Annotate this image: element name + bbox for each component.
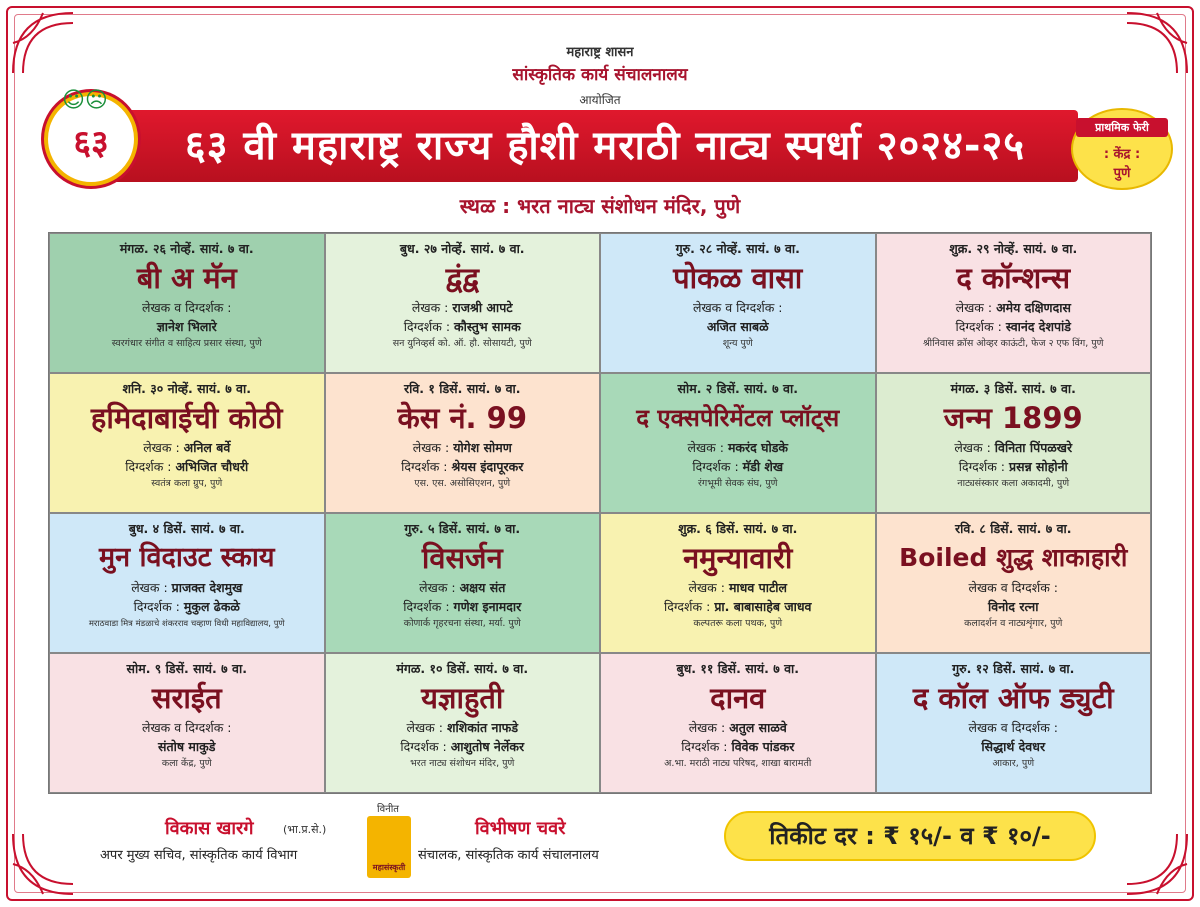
schedule-cell (49, 373, 325, 513)
theatre-masks-icon: ☺☹ (62, 88, 108, 113)
credit-line-1 (50, 718, 324, 737)
credit-label: दिग्दर्शक : (403, 599, 454, 614)
schedule-cell (49, 233, 325, 373)
credit-line-1 (50, 438, 324, 457)
credit-value: मॅडी शेख (742, 459, 784, 474)
schedule-cell (600, 373, 876, 513)
credit-value: अभिजित चौधरी (175, 459, 249, 474)
show-date: रवि. ८ डिसें. सायं. ७ वा. (954, 521, 1072, 536)
credit-line-2 (601, 317, 875, 336)
troupe-name: श्रीनिवास क्रॉस ओव्हर काऊंटी, फेज २ एफ विंग, पुणे (922, 338, 1104, 349)
signatory-2-role: संचालक, सांस्कृतिक कार्य संचालनालय (418, 848, 599, 863)
play-title: पोकळ वासा (673, 261, 803, 295)
credit-label: लेखक व दिग्दर्शक : (692, 300, 783, 315)
emblem-label: महासंस्कृती (372, 863, 406, 872)
signatory-2-name: विभीषण चवरे (475, 818, 566, 839)
credit-label: दिग्दर्शक : (125, 459, 176, 474)
credit-line-2 (50, 457, 324, 476)
credit-line-1 (877, 578, 1151, 597)
play-title: विसर्जन (421, 541, 503, 575)
show-date: रवि. १ डिसें. सायं. ७ वा. (403, 381, 521, 396)
troupe-name: रंगभूमी सेवक संघ, पुणे (698, 478, 778, 489)
credit-label: दिग्दर्शक : (133, 599, 184, 614)
credit-label: लेखक व दिग्दर्शक : (141, 720, 232, 735)
credit-label: लेखक व दिग्दर्शक : (141, 300, 232, 315)
round-label: प्राथमिक फेरी (1076, 118, 1168, 137)
centre-label: : केंद्र : (1103, 147, 1141, 162)
credit-line-2 (50, 737, 324, 756)
play-title: नमुन्यावारी (683, 541, 793, 575)
credit-value: गणेश इनामदार (453, 599, 522, 614)
show-date: बुध. २७ नोव्हें. सायं. ७ वा. (399, 241, 525, 256)
credit-value: विनोद रत्ना (988, 599, 1039, 614)
credit-label: लेखक : (411, 300, 453, 315)
credit-label: लेखक : (955, 300, 997, 315)
credit-value: अक्षय संत (459, 580, 506, 595)
credit-line-1 (877, 718, 1151, 737)
show-date: शुक्र. ६ डिसें. सायं. ७ वा. (678, 521, 798, 536)
credit-line-2 (326, 317, 600, 336)
troupe-name: स्वतंत्र कला ग्रुप, पुणे (151, 478, 223, 489)
credit-line-2 (877, 737, 1151, 756)
show-date: बुध. ४ डिसें. सायं. ७ वा. (128, 521, 245, 536)
credit-line-2 (601, 737, 875, 756)
credit-line-1 (326, 438, 600, 457)
logo-number: ६३ (73, 123, 109, 163)
show-date: गुरु. ५ डिसें. सायं. ७ वा. (404, 521, 521, 536)
credit-label: लेखक : (688, 580, 729, 595)
ticket-price-badge: तिकीट दर : ₹ १५/- व ₹ १०/- (724, 811, 1096, 861)
corner-ornament-icon (1122, 829, 1192, 899)
credit-value: अनिल बर्वे (183, 440, 231, 455)
play-title: जन्म 1899 (943, 401, 1083, 435)
schedule-cell (325, 513, 601, 653)
show-date: सोम. २ डिसें. सायं. ७ वा. (677, 381, 798, 396)
credit-value: अतुल साळवे (729, 720, 787, 735)
show-date: बुध. ११ डिसें. सायं. ७ वा. (676, 661, 800, 676)
credit-value: मुकुल ढेकळे (183, 599, 240, 614)
credit-label: लेखक : (131, 580, 172, 595)
credit-value: अमेय दक्षिणदास (996, 300, 1071, 315)
troupe-name: नाट्यसंस्कार कला अकादमी, पुणे (957, 478, 1070, 489)
show-date: मंगळ. १० डिसें. सायं. ७ वा. (396, 661, 529, 676)
credit-label: लेखक : (419, 580, 460, 595)
credit-label: लेखक : (687, 440, 728, 455)
credit-line-1 (601, 718, 875, 737)
credit-label: लेखक : (688, 720, 730, 735)
credit-value: प्राजक्त देशमुख (171, 580, 243, 595)
schedule-cell (49, 513, 325, 653)
troupe-name: कल्पतरू कला पथक, पुणे (693, 618, 783, 629)
signatory-1-name: विकास खारगे (165, 818, 254, 839)
credit-value: सिद्धार्थ देवधर (981, 739, 1046, 754)
organized-by-label: आयोजित (579, 93, 621, 107)
credit-value: श्रेयस इंदापूरकर (451, 459, 524, 474)
venue-label: स्थळ : भरत नाट्य संशोधन मंदिर, पुणे (459, 194, 741, 218)
play-title: द कॉल ऑफ ड्युटी (912, 681, 1114, 715)
credit-value: माधव पाटील (728, 580, 788, 595)
credit-line-2 (877, 597, 1151, 616)
credit-value: राजश्री आपटे (452, 300, 513, 315)
schedule-cell (876, 233, 1152, 373)
credit-line-1 (877, 298, 1151, 317)
credit-value: शशिकांत नाफडे (446, 720, 519, 735)
credit-label: दिग्दर्शक : (955, 319, 1006, 334)
troupe-name: आकार, पुणे (992, 758, 1035, 769)
credit-label: दिग्दर्शक : (401, 459, 452, 474)
troupe-name: भरत नाट्य संशोधन मंदिर, पुणे (410, 758, 515, 769)
credit-label: लेखक : (406, 720, 447, 735)
credit-value: कौस्तुभ सामक (454, 319, 521, 334)
show-date: शुक्र. २९ नोव्हें. सायं. ७ वा. (949, 241, 1078, 256)
credit-value: विवेक पांडकर (731, 739, 795, 754)
schedule-cell (600, 233, 876, 373)
credit-value: ज्ञानेश भिलारे (156, 319, 217, 334)
credit-value: योगेश सोमण (453, 440, 512, 455)
credit-label: लेखक : (143, 440, 184, 455)
credit-label: लेखक व दिग्दर्शक : (968, 720, 1058, 735)
credit-line-2 (326, 737, 600, 756)
credit-value: मकरंद घोडके (727, 440, 789, 455)
page-title: ६३ वी महाराष्ट्र राज्य हौशी मराठी नाट्य स्पर्धा २०२४-२५ (184, 123, 1026, 169)
show-date: गुरु. २८ नोव्हें. सायं. ७ वा. (675, 241, 800, 256)
credit-label: लेखक व दिग्दर्शक : (968, 580, 1058, 595)
signatory-1-role: अपर मुख्य सचिव, सांस्कृतिक कार्य विभाग (100, 848, 298, 863)
credit-line-1 (326, 578, 600, 597)
department-label: सांस्कृतिक कार्य संचालनालय (512, 65, 688, 85)
centre-city: पुणे (1113, 166, 1131, 181)
credit-line-1 (601, 438, 875, 457)
credit-label: दिग्दर्शक : (681, 739, 732, 754)
schedule-grid (48, 232, 1152, 794)
credit-line-1 (326, 718, 600, 737)
troupe-name: सन युनिव्हर्स को. ऑ. हौ. सोसायटी, पुणे (392, 338, 532, 349)
credit-line-2 (50, 317, 324, 336)
credit-label: लेखक : (412, 440, 454, 455)
play-title: सराईत (151, 681, 222, 715)
credit-line-1 (877, 438, 1151, 457)
credit-label: दिग्दर्शक : (692, 459, 743, 474)
credit-value: अजित साबळे (706, 319, 769, 334)
schedule-cell (325, 233, 601, 373)
schedule-cell (876, 373, 1152, 513)
troupe-name: कलादर्शन व नाट्यशृंगार, पुणे (964, 618, 1063, 629)
government-label: महाराष्ट्र शासन (566, 45, 634, 60)
show-date: मंगळ. ३ डिसें. सायं. ७ वा. (950, 381, 1076, 396)
credit-label: लेखक : (954, 440, 995, 455)
credit-line-2 (601, 457, 875, 476)
troupe-name: अ.भा. मराठी नाट्य परिषद, शाखा बारामती (664, 758, 812, 769)
credit-label: दिग्दर्शक : (664, 599, 715, 614)
play-title: केस नं. 99 (397, 401, 528, 435)
play-title: द्वंद्व (445, 261, 479, 295)
credit-label: दिग्दर्शक : (403, 319, 455, 334)
show-date: गुरु. १२ डिसें. सायं. ७ वा. (952, 661, 1075, 676)
troupe-name: कला केंद्र, पुणे (161, 758, 212, 769)
credit-value: प्रसन्न सोहोनी (1009, 459, 1068, 474)
credit-line-1 (50, 578, 324, 597)
credit-value: प्रा. बाबासाहेब जाधव (714, 599, 812, 614)
play-title: मुन विदाउट स्काय (98, 542, 275, 573)
credit-value: विनिता पिंपळखरे (994, 440, 1073, 455)
credit-label: दिग्दर्शक : (400, 739, 451, 754)
credit-line-2 (601, 597, 875, 616)
credit-line-2 (877, 457, 1151, 476)
troupe-name: शून्य पुणे (722, 338, 753, 349)
play-title: दानव (710, 681, 766, 715)
schedule-cell (876, 653, 1152, 793)
credit-line-2 (50, 597, 324, 616)
vinit-label: विनीत (377, 804, 399, 815)
schedule-cell (49, 653, 325, 793)
troupe-name: एस. एस. असोसिएशन, पुणे (414, 478, 511, 489)
play-title: बी अ मॅन (136, 261, 237, 295)
credit-line-1 (326, 298, 600, 317)
schedule-cell (876, 513, 1152, 653)
play-title: यज्ञाहुती (421, 681, 504, 715)
schedule-cell (600, 653, 876, 793)
show-date: सोम. ९ डिसें. सायं. ७ वा. (126, 661, 247, 676)
credit-value: आशुतोष नेर्लेकर (450, 739, 525, 754)
schedule-cell (325, 653, 601, 793)
signatory-1-suffix: (भा.प्र.से.) (283, 823, 327, 836)
credit-line-1 (601, 298, 875, 317)
troupe-name: स्वरगंधार संगीत व साहित्य प्रसार संस्था, पुणे (111, 338, 262, 349)
credit-value: स्वानंद देशपांडे (1005, 319, 1071, 334)
schedule-cell (600, 513, 876, 653)
play-title: हमिदाबाईची कोठी (90, 401, 283, 435)
corner-ornament-icon (8, 829, 78, 899)
credit-label: दिग्दर्शक : (958, 459, 1009, 474)
schedule-cell (325, 373, 601, 513)
troupe-name: कोणार्क गृहरचना संस्था, मर्या. पुणे (403, 618, 521, 629)
show-date: शनि. ३० नोव्हें. सायं. ७ वा. (122, 381, 251, 396)
credit-line-2 (326, 457, 600, 476)
show-date: मंगळ. २६ नोव्हें. सायं. ७ वा. (119, 241, 254, 256)
credit-value: संतोष माकुडे (158, 739, 216, 754)
play-title: द एक्सपेरिमेंटल प्लॉट्स (636, 404, 840, 432)
credit-line-2 (877, 317, 1151, 336)
play-title: Boiled शुद्ध शाकाहारी (899, 543, 1128, 572)
credit-line-1 (601, 578, 875, 597)
play-title: द कॉन्शन्स (956, 261, 1071, 295)
credit-line-2 (326, 597, 600, 616)
credit-line-1 (50, 298, 324, 317)
troupe-name: मराठवाडा मित्र मंडळाचे शंकरराव चव्हाण विधी महाविद्यालय, पुणे (88, 619, 285, 629)
